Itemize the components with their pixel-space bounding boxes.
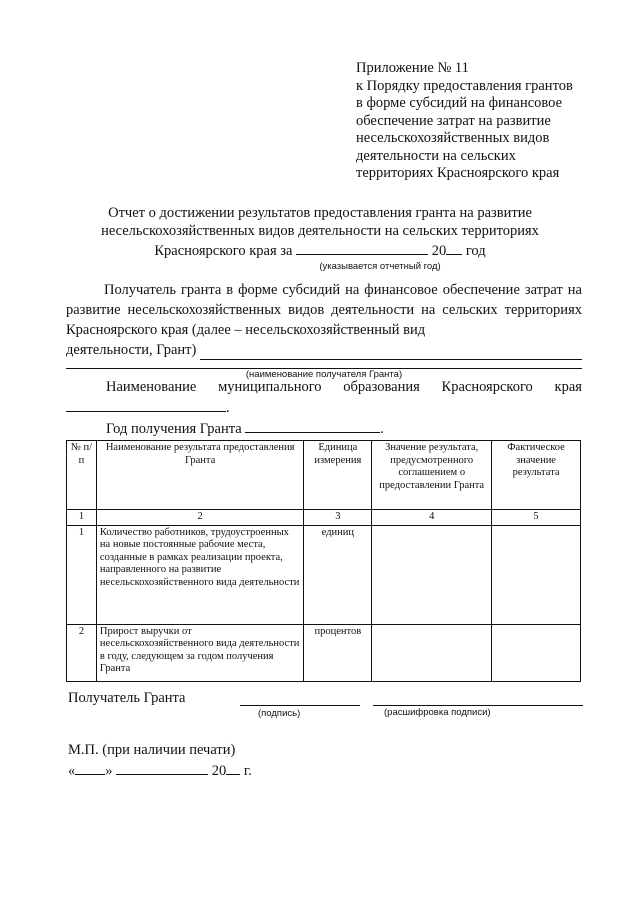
header-planned: Значение результата, предусмотренного соглашением о предоставлении Гранта [372,441,492,510]
row-name: Прирост выручки от несельскохозяйственного вида деятельности в году, следующем за годом получения Гранта [96,624,303,681]
date-quote-open: « [68,763,76,779]
report-year-digits-blank[interactable] [446,240,462,255]
annex-line: в форме субсидий на финансовое [356,95,563,111]
grant-year-line [66,418,582,439]
signature-decode-blank[interactable] [373,705,583,706]
recipient-last-line [66,340,582,360]
municipality-word: муниципального [218,379,322,395]
date-year-blank[interactable] [226,760,240,775]
row-num: 2 [67,624,97,681]
report-year-caption: (указывается отчетный год) [319,260,441,272]
municipality-block [66,377,582,439]
annex-line: к Порядку предоставления грантов [356,77,573,94]
date-year-suffix: г. [243,763,252,779]
report-title [60,205,580,272]
report-title-year-line [60,240,580,261]
row-planned-cell[interactable] [372,624,492,681]
stamp-block [68,740,252,781]
recipient-paragraph-text: Получатель гранта в форме субсидий на финансовое обеспечение затрат на развитие несельскохозяйственных видов деятельности на сельских территориях Красноярского края (далее – несельскохозяйственный вид [66,282,582,338]
row-unit: единиц [304,525,372,624]
signature-decode-caption: (расшифровка подписи) [384,707,491,718]
recipient-last-line-text: деятельности, Грант) [66,342,197,358]
signature-label: Получатель Гранта [68,690,186,706]
table-header-row [67,441,581,510]
grant-year-tail: . [380,421,384,437]
annex-line: территориях Красноярского края [356,165,560,181]
report-year-blank[interactable] [296,240,428,255]
row-num: 1 [67,525,97,624]
row-name: Количество работников, трудоустроенных на новые постоянные рабочие места, созданные в рамках реализации проекта, направленного на развитие несельскохозяйственного вида деятельности [96,525,303,624]
municipality-blank[interactable] [66,397,226,412]
municipality-word: края [554,379,582,395]
header-num: № п/п [67,441,97,510]
date-day-blank[interactable] [75,760,105,775]
row-planned-cell[interactable] [372,525,492,624]
report-title-line: Отчет о достижении результатов предоставления гранта на развитие [108,205,532,221]
municipality-blank-line [66,397,582,418]
signature-blank[interactable] [240,705,360,706]
row-unit: процентов [304,624,372,681]
table-row [67,624,581,681]
annex-line: обеспечение затрат на развитие [356,112,551,129]
results-table [66,440,581,682]
column-number-row [67,510,581,526]
row-actual-cell[interactable] [492,525,581,624]
date-quote-close: » [105,763,113,779]
recipient-name-blank-2[interactable] [66,360,582,369]
municipality-word: Наименование [106,379,197,395]
date-month-blank[interactable] [116,760,208,775]
report-title-line: несельскохозяйственных видов деятельности на сельских территориях [101,222,539,239]
annex-line: Приложение № 11 [356,60,469,76]
header-name: Наименование результата предоставления Гранта [96,441,303,510]
signature-caption: (подпись) [258,708,301,719]
date-line [68,760,252,781]
date-year-century: 20 [211,763,227,779]
column-number: 1 [67,510,97,526]
municipality-line [66,377,582,397]
table-row [67,525,581,624]
report-title-prefix: Красноярского края за [154,243,293,259]
row-actual-cell[interactable] [492,624,581,681]
recipient-name-blank[interactable] [200,345,582,360]
column-number: 3 [304,510,372,526]
column-number: 5 [492,510,581,526]
header-unit: Единица измерения [304,441,372,510]
annex-line: деятельности на сельских [356,147,516,164]
annex-line: несельскохозяйственных видов [356,130,550,146]
column-number: 2 [96,510,303,526]
grant-year-label: Год получения Гранта [106,421,242,437]
municipality-word: образования [343,379,420,395]
municipality-word: Красноярского [441,379,533,395]
recipient-caption: (наименование получателя Гранта) [245,369,403,380]
annex-header [356,60,616,183]
header-actual: Фактическое значение результата [492,441,581,510]
grant-year-blank[interactable] [245,418,380,433]
report-year-suffix: год [465,243,486,259]
column-number: 4 [372,510,492,526]
report-year-century: 20 [431,243,447,259]
recipient-paragraph [66,280,582,381]
stamp-label: М.П. (при наличии печати) [68,742,236,758]
municipality-tail: . [226,400,230,416]
